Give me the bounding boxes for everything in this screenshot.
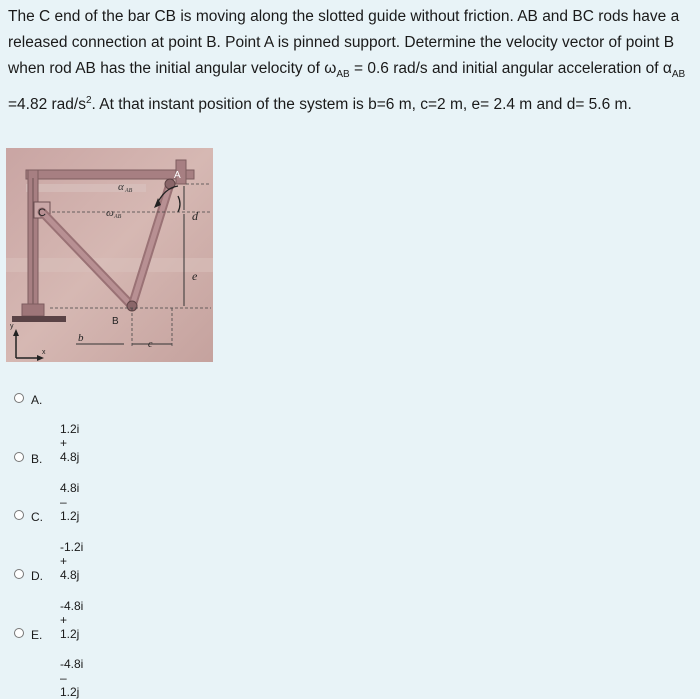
question-text [8, 4, 692, 118]
option-c-radio[interactable] [14, 510, 24, 520]
omega-symbol: ω [324, 60, 337, 77]
label-e: e [192, 269, 198, 283]
option-a-letter: A. [31, 393, 43, 407]
option-a-radio[interactable] [14, 393, 24, 403]
question-part-1: The C end of the bar CB is moving along the slotted guide without friction. AB and BC rods have a released connection at point B. Point A is pinned support. Determine the velocity vector of point B when rod AB has the initial angular velocity of [8, 8, 680, 77]
option-a-text: 1.2i + 4.8j [60, 422, 80, 464]
mechanism-figure [6, 148, 213, 362]
label-omega: ω [106, 207, 114, 219]
option-d-text: -4.8i + 1.2j [60, 599, 84, 641]
label-c-dim: c [148, 339, 153, 350]
option-c-letter: C. [31, 510, 43, 524]
svg-text:AB: AB [114, 214, 122, 220]
label-c: C [38, 207, 46, 219]
option-b-radio[interactable] [14, 452, 24, 462]
alpha-symbol: α [662, 60, 672, 77]
alpha-subscript: AB [671, 69, 686, 81]
omega-subscript: AB [336, 69, 350, 81]
question-part-4: . At that instant position of the system is b=6 m, c=2 m, e= 2.4 m and d= 5.6 m. [91, 96, 632, 114]
label-b-dim: b [78, 332, 84, 344]
option-d-radio[interactable] [14, 569, 24, 579]
question-part-2: = 0.6 rad/s and initial angular acceleration of [349, 60, 663, 77]
label-y: y [10, 323, 14, 330]
option-b-text: 4.8i – 1.2j [60, 481, 80, 523]
option-b-letter: B. [31, 452, 43, 466]
option-c-text: -1.2i + 4.8j [60, 540, 84, 582]
top-beam [26, 170, 194, 179]
option-e-letter: E. [31, 628, 43, 642]
question-part-3: =4.82 rad/s [8, 96, 86, 114]
label-a: A [174, 170, 181, 181]
label-d: d [192, 209, 198, 223]
option-e-radio[interactable] [14, 628, 24, 638]
option-d-letter: D. [31, 569, 43, 583]
label-x: x [42, 349, 46, 356]
label-b: B [112, 316, 119, 327]
label-alpha: α [118, 181, 124, 193]
superscript-2: 2 [85, 95, 92, 107]
option-e-text: -4.8i – 1.2j [60, 657, 84, 699]
svg-text:AB: AB [125, 188, 133, 194]
